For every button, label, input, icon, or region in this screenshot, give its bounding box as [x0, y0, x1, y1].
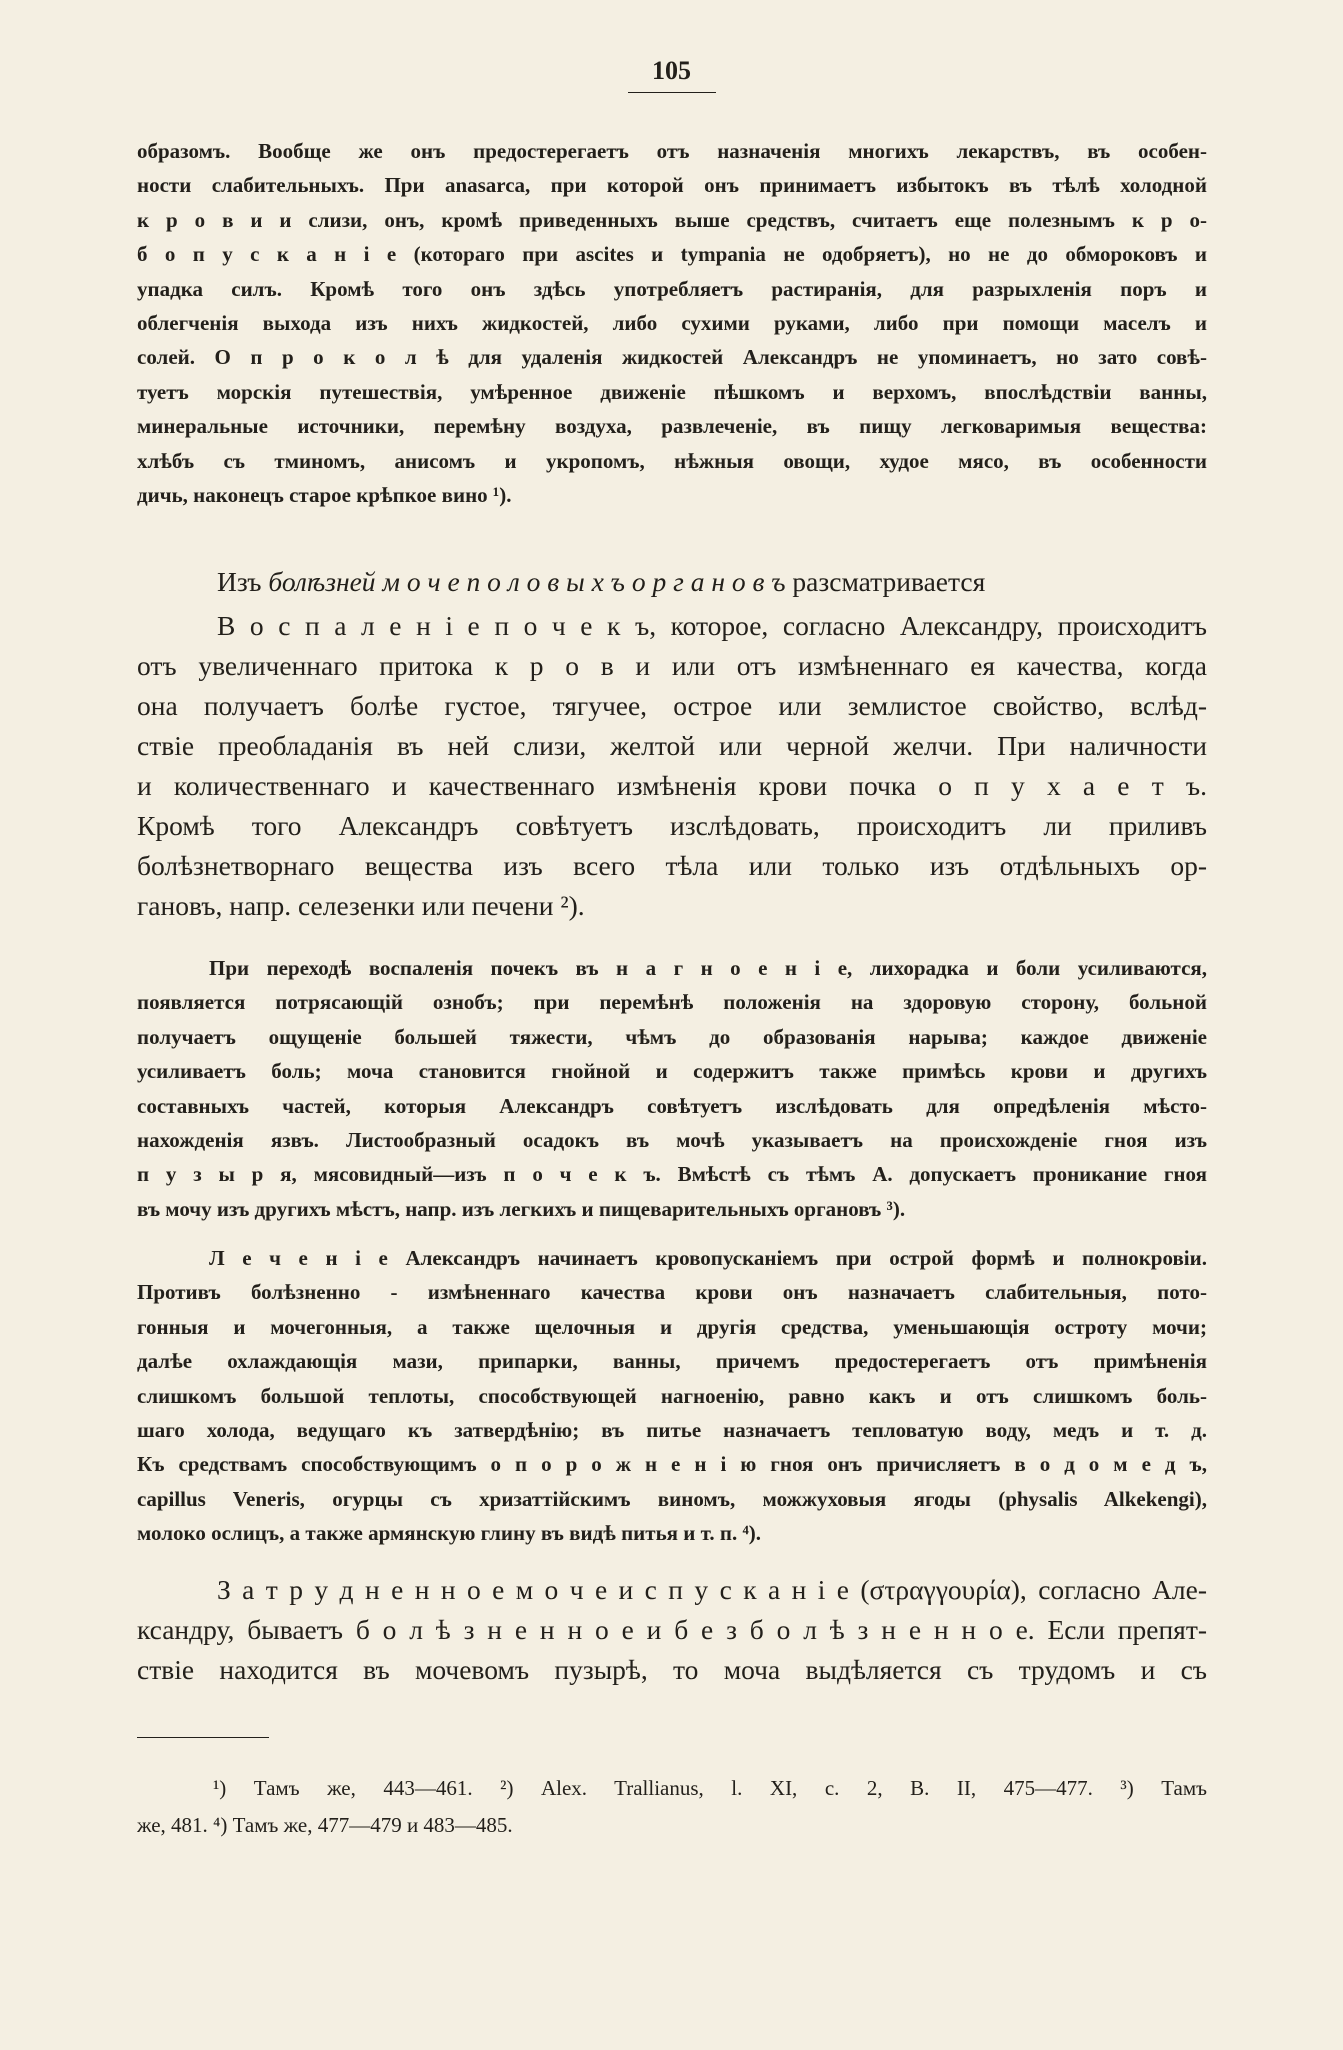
- text-line: шаго холода, ведущаго къ затвердѣнію; въ питье назначаетъ тепловатую воду, медъ и т. д.: [137, 1418, 1207, 1443]
- footnote-line: ¹) Тамъ же, 443—461. ²) Alex. Trallianus, l. XI, c. 2, B. II, 475—477. ³) Тамъ: [213, 1776, 1207, 1800]
- text-line: молоко ослицъ, а также армянскую глину въ видѣ питья и т. п. ⁴).: [137, 1521, 762, 1546]
- text-line: она получаетъ болѣе густое, тягучее, острое или землистое свойство, вслѣд-: [137, 690, 1207, 721]
- text-line: гонныя и мочегонныя, а также щелочныя и другія средства, уменьшающія остроту мочи;: [137, 1314, 1207, 1339]
- paragraph-3: [137, 951, 1207, 1226]
- text-line: ствіе находится въ мочевомъ пузырѣ, то моча выдѣляется съ трудомъ и съ: [137, 1654, 1207, 1685]
- paragraph-2: [137, 606, 1207, 926]
- text-line: Противъ болѣзненно - измѣненнаго качества крови онъ назначаетъ слабительныя, пото-: [137, 1280, 1207, 1305]
- text-line: ствіе преобладанія въ ней слизи, желтой или черной желчи. При наличности: [137, 730, 1207, 761]
- text-line: Кромѣ того Александръ совѣтуетъ изслѣдовать, происходитъ ли приливъ: [137, 810, 1207, 841]
- page-number-rule: [628, 92, 716, 93]
- text-line: При переходѣ воспаленія почекъ въ н а г н о е н і е, лихорадка и боли усиливаются,: [209, 956, 1207, 980]
- text-line: гановъ, напр. селезенки или печени ²).: [137, 890, 585, 921]
- text-line: появляется потрясающій ознобъ; при перемѣнѣ положенія на здоровую сторону, больной: [137, 990, 1207, 1015]
- footnotes: [137, 1770, 1207, 1844]
- text-line: и количественнаго и качественнаго измѣненія крови почка о п у х а е т ъ.: [137, 770, 1207, 801]
- text-line: к р о в и и слизи, онъ, кромѣ приведенныхъ выше средствъ, считаетъ еще полезнымъ к р о-: [137, 207, 1207, 232]
- text-line: З а т р у д н е н н о е м о ч е и с п у с к а н і е (στραγγουρία), согласно Але-: [217, 1574, 1207, 1605]
- text-line: минеральные источники, перемѣну воздуха, развлеченіе, въ пищу легковаримыя вещества:: [137, 414, 1207, 439]
- text-line: ксандру, бываетъ б о л ѣ з н е н н о е и б е з б о л ѣ з н е н н о е. Если препят-: [137, 1614, 1207, 1645]
- text-line: въ мочу изъ другихъ мѣстъ, напр. изъ легкихъ и пищеварительныхъ органовъ ³).: [137, 1196, 906, 1221]
- text-line: усиливаетъ боль; моча становится гнойной и содержитъ также примѣсь крови и другихъ: [137, 1059, 1207, 1084]
- text-line: болѣзнетворнаго вещества изъ всего тѣла или только изъ отдѣльныхъ ор-: [137, 850, 1207, 881]
- page-number: 105: [652, 56, 691, 85]
- paragraph-1: [137, 134, 1207, 512]
- paragraph-4: [137, 1241, 1207, 1551]
- heading-prefix: Изъ: [217, 566, 269, 597]
- text-line: б о п у с к а н і е (котораго при ascites и tympania не одобряетъ), но не до обмороковъ и: [137, 242, 1207, 267]
- text-line: далѣе охлаждающія мази, припарки, ванны, причемъ предостерегаетъ отъ примѣненія: [137, 1349, 1207, 1374]
- text-line: образомъ. Вообще же онъ предостерегаетъ отъ назначенія многихъ лекарствъ, въ особен-: [137, 139, 1207, 163]
- section-heading: [137, 562, 1207, 602]
- text-line: ности слабительныхъ. При anasarca, при которой онъ принимаетъ избытокъ въ тѣлѣ холодной: [137, 173, 1207, 198]
- text-line: слишкомъ большой теплоты, способствующей нагноенію, равно какъ и отъ слишкомъ боль-: [137, 1383, 1207, 1408]
- heading-suffix: разсматривается: [785, 566, 986, 597]
- text-line: нахожденія язвъ. Листообразный осадокъ въ мочѣ указываетъ на происхожденіе гноя изъ: [137, 1128, 1207, 1153]
- text-line: В о с п а л е н і е п о ч е к ъ, которое, согласно Александру, происходитъ: [217, 610, 1207, 641]
- text-line: солей. О п р о к о л ѣ для удаленія жидкостей Александръ не упоминаетъ, но зато совѣ-: [137, 345, 1207, 370]
- text-line: облегченія выхода изъ нихъ жидкостей, либо сухими руками, либо при помощи маселъ и: [137, 311, 1207, 336]
- text-line: дичь, наконецъ старое крѣпкое вино ¹).: [137, 483, 512, 508]
- text-line: получаетъ ощущеніе большей тяжести, чѣмъ до образованія нарыва; каждое движеніе: [137, 1024, 1207, 1049]
- paragraph-5: [137, 1570, 1207, 1690]
- text-line: хлѣбъ съ тминомъ, анисомъ и укропомъ, нѣжныя овощи, худое мясо, въ особенности: [137, 448, 1207, 473]
- heading-italic: болѣзней м о ч е п о л о в ы х ъ о р г а н о в ъ: [268, 566, 786, 597]
- text-line: отъ увеличеннаго притока к р о в и или отъ измѣненнаго ея качества, когда: [137, 650, 1207, 681]
- text-line: capillus Veneris, огурцы съ хризаттійскимъ виномъ, можжуховыя ягоды (physalis Alkekengi),: [137, 1486, 1207, 1511]
- text-line: п у з ы р я, мясовидный—изъ п о ч е к ъ. Вмѣстѣ съ тѣмъ А. допускаетъ проникание гноя: [137, 1162, 1207, 1187]
- text-line: упадка силъ. Кромѣ того онъ здѣсь употребляетъ растиранія, для разрыхленія поръ и: [137, 276, 1207, 301]
- text-line: составныхъ частей, которыя Александръ совѣтуетъ изслѣдовать для опредѣленія мѣсто-: [137, 1093, 1207, 1118]
- text-line: Къ средствамъ способствующимъ о п о р о ж н е н і ю гноя онъ причисляетъ в о д о м е д ъ,: [137, 1452, 1207, 1477]
- footnote-line: же, 481. ⁴) Тамъ же, 477—479 и 483—485.: [137, 1813, 513, 1837]
- text-line: Л е ч е н і е Александръ начинаетъ кровопусканіемъ при острой формѣ и полнокровіи.: [209, 1246, 1207, 1270]
- text-line: туетъ морскія путешествія, умѣренное движеніе пѣшкомъ и верхомъ, впослѣдствіи ванны,: [137, 379, 1207, 404]
- footnote-separator: [137, 1737, 269, 1738]
